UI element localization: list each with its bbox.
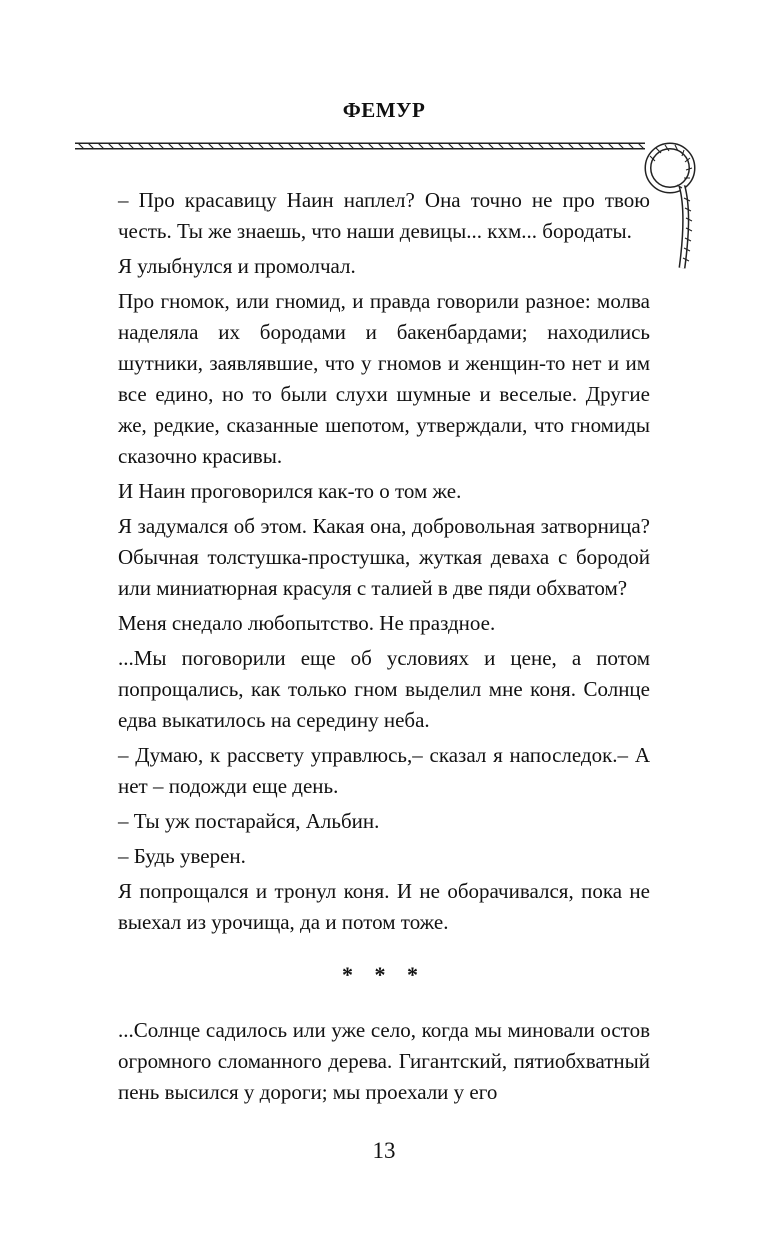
paragraph: ...Мы поговорили еще об условиях и цене, а потом попрощались, как только гном выделил мне коня. Солнце едва выкатилось на середину неба.: [118, 646, 650, 732]
paragraph: – Ты уж постарайся, Альбин.: [118, 809, 380, 833]
paragraph: Я задумался об этом. Какая она, добровольная затворница? Обычная толстушка-простушка, жуткая деваха с бородой или миниатюрная красуля с талией в две пяди обхватом?: [118, 514, 650, 600]
paragraph: И Наин проговорился как-то о том же.: [118, 479, 462, 503]
body-text-top: [118, 185, 650, 942]
section-break: * * *: [342, 962, 426, 987]
paragraph: ...Солнце садилось или уже село, когда мы миновали остов огромного сломанного дерева. Гигантский, пятиобхватный пень высился у дороги; мы проехали у его: [118, 1018, 650, 1104]
paragraph: – Будь уверен.: [118, 844, 246, 868]
page-number: 13: [372, 1138, 396, 1163]
paragraph: – Думаю, к рассвету управлюсь,– сказал я напоследок.– А нет – подожди еще день.: [118, 743, 650, 798]
paragraph: Про гномок, или гномид, и правда говорили разное: молва наделяла их бородами и бакенбардами; находились шутники, заявлявшие, что у гномов и женщин-то нет и им все едино, но то были слухи шумные и веселые. Другие же, редкие, сказанные шепотом, утверждали, что гномиды сказочно красивы.: [118, 289, 650, 468]
body-text-bottom: [118, 1015, 650, 1112]
paragraph: Я попрощался и тронул коня. И не оборачивался, пока не выехал из урочища, да и потом тоже.: [118, 879, 650, 934]
paragraph: Я улыбнулся и промолчал.: [118, 254, 356, 278]
running-header: ФЕМУР: [342, 98, 426, 122]
paragraph: Меня снедало любопытство. Не праздное.: [118, 611, 496, 635]
paragraph: – Про красавицу Наин наплел? Она точно не про твою честь. Ты же знаешь, что наши девицы... кхм... бородаты.: [118, 188, 650, 243]
